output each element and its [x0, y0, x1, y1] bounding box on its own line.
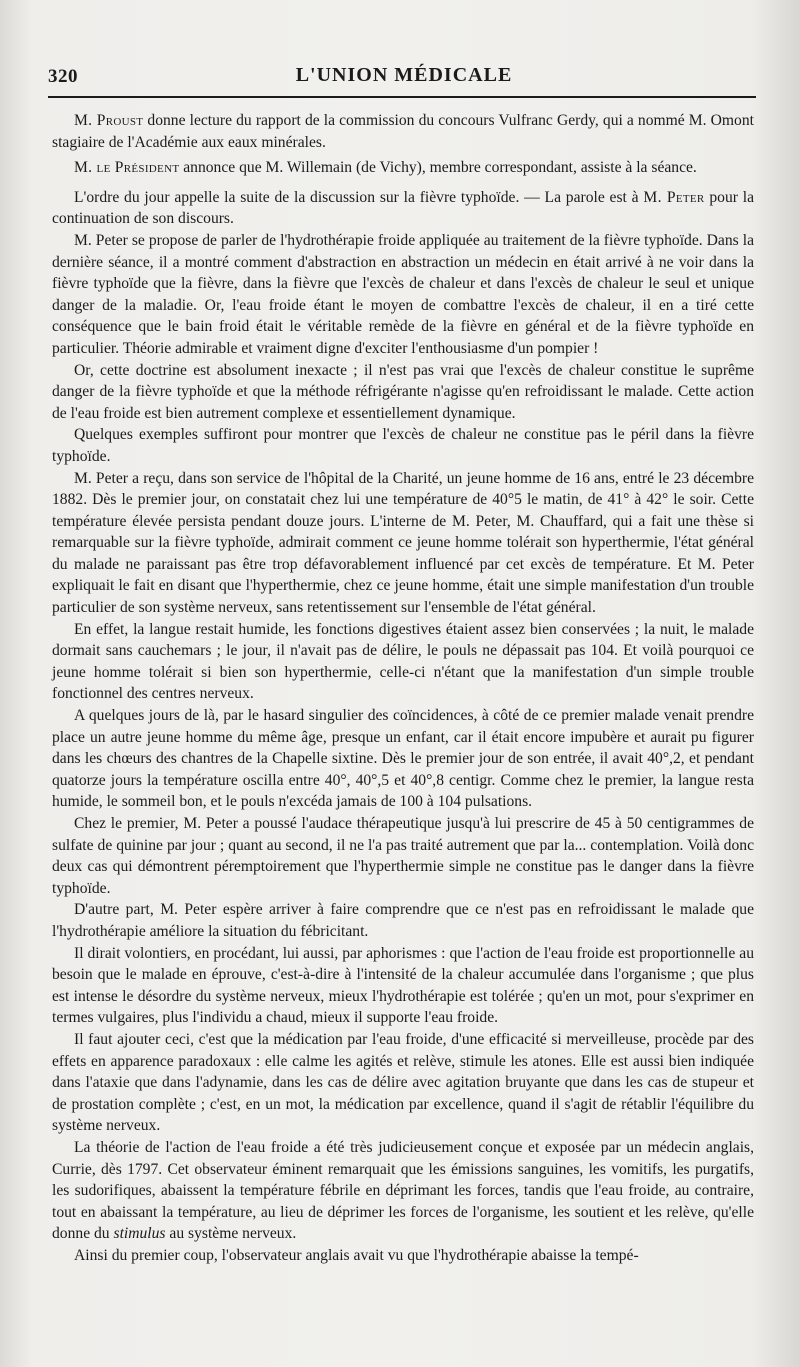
paragraph-lead: L'ordre du jour appelle la suite de la discussion sur la fièvre typhoïde. — La parole est à	[74, 188, 639, 206]
paragraph-text: annonce que M. Willemain (de Vichy), membre correspondant, assiste à la séance.	[183, 159, 697, 177]
paragraph-currie	[52, 1137, 754, 1245]
paragraph: A quelques jours de là, par le hasard singulier des coïncidences, à côté de ce premier malade venait prendre place un autre jeune homme du même âge, presque un enfant, car il était encore impubère et aurait pu figurer dans les chœurs des chantres de la Chapelle sixtine. Dès le premier jour de son entrée, il avait 40°,2, et pendant quatorze jours la température oscilla entre 40°, 40°,5 et 40°,8 centigr. Comme chez le premier, la langue resta humide, le sommeil bon, et le pouls n'excéda jamais de 100 à 104 pulsations.	[52, 707, 754, 811]
paragraph-president	[52, 157, 754, 179]
paragraph: M. Peter a reçu, dans son service de l'hôpital de la Charité, un jeune homme de 16 ans, entré le 23 décembre 1882. Dès le premier jour, on constatait chez lui une température de 40°5 le matin, de 41° à 42° le soir. Cette température élevée persista pendant douze jours. L'interne de M. Peter, M. Chauffard, qui a fait une thèse si remarquable sur la fièvre typhoïde, admirait comment ce jeune homme tolérait son hyperthermie, l'état général du malade ne paraissant pas être trop défavorablement influencé par cet excès de température. Et M. Peter expliquait le fait en disant que l'hyperthermie, chez ce jeune homme, était une simple manifestation d'un trouble particulier de son système nerveux, sans retentissement sur l'ensemble de l'état général.	[52, 469, 754, 617]
speaker-name: M. le Président	[74, 159, 180, 177]
italic-term: stimulus	[113, 1225, 166, 1243]
paragraph: Il dirait volontiers, en procédant, lui aussi, par aphorismes : que l'action de l'eau froide est proportionnelle au besoin que le malade en éprouve, c'est-à-dire à l'intensité de la chaleur accumulée dans l'organisme ; que plus est intense le désordre du système nerveux, mieux l'hydrothérapie est tolérée ; qu'en un mot, pour s'exprimer en termes vulgaires, plus l'individu a chaud, mieux il supporte l'eau froide.	[52, 944, 754, 1027]
paragraph: Or, cette doctrine est absolument inexacte ; il n'est pas vrai que l'excès de chaleur constitue le suprême danger de la fièvre typhoïde et que la méthode réfrigérante n'agisse qu'en refroidissant le malade. Cette action de l'eau froide est bien autrement complexe et essentiellement dynamique.	[52, 361, 754, 422]
paragraph: Quelques exemples suffiront pour montrer que l'excès de chaleur ne constitue pas le péril dans la fièvre typhoïde.	[52, 426, 754, 465]
paragraph-text: pour la continuation de son discours.	[52, 188, 754, 228]
paragraph-text: au système nerveux.	[169, 1225, 297, 1243]
header-rule	[48, 96, 756, 98]
page-header	[48, 58, 760, 92]
speaker-name: M. Proust	[74, 112, 144, 129]
article-body	[52, 110, 754, 1266]
paragraph: M. Peter se propose de parler de l'hydrothérapie froide appliquée au traitement de la fièvre typhoïde. Dans la dernière séance, il a montré comment d'abstraction en abstraction un médecin en était arrivé à ne voir dans la fièvre typhoïde que la fièvre, dans la fièvre que l'excès de chaleur et dans l'excès de chaleur le seul et unique danger de la maladie. Or, l'eau froide étant le moyen de combattre l'excès de chaleur, il en a tiré cette conséquence que le bain froid était le véritable remède de la fièvre en général et de la fièvre typhoïde en particulier. Théorie admirable et vraiment digne d'exciter l'enthousiasme d'un pompier !	[52, 231, 754, 357]
paragraph-text: donne lecture du rapport de la commission du concours Vulfranc Gerdy, qui a nommé M. Omont stagiaire de l'Académie aux eaux minérales.	[52, 112, 754, 151]
page-number: 320	[48, 66, 78, 87]
running-title: L'UNION MÉDICALE	[295, 64, 513, 86]
paragraph-proust	[52, 110, 754, 153]
paragraph: Chez le premier, M. Peter a poussé l'audace thérapeutique jusqu'à lui prescrire de 45 à 50 centigrammes de sulfate de quinine par jour ; quant au second, il ne l'a pas traité autrement que par la... contemplation. Voilà donc deux cas qui démontrent péremptoirement que l'hyperthermie simple ne constitue pas le danger dans la fièvre typhoïde.	[52, 815, 754, 897]
paragraph-text: La théorie de l'action de l'eau froide a été très judicieusement conçue et exposée par un médecin anglais, Currie, dès 1797. Cet observateur éminent remarquait que les émissions sanguines, les vomitifs, les purgatifs, les sudorifiques, abaissent la température fébrile en déprimant les forces, tandis que l'eau froide, au contraire, tout en abaissant la température, au lieu de déprimer les forces de l'organisme, les soutient et les relève, qu'elle donne du	[52, 1138, 754, 1243]
paragraph-order-of-day	[52, 187, 754, 230]
paragraph: Il faut ajouter ceci, c'est que la médication par l'eau froide, d'une efficacité si merveilleuse, procède par des effets en apparence paradoxaux : elle calme les agités et relève, stimule les atones. Elle est aussi bien indiquée dans l'ataxie que dans l'adynamie, dans les cas de délire avec agitation bruyante que dans les cas de stupeur et de prostation complète ; c'est, en un mot, la médication par excellence, quand il s'agit de rétablir l'équilibre du système nerveux.	[52, 1030, 754, 1135]
speaker-name: M. Peter	[643, 188, 705, 206]
paragraph: En effet, la langue restait humide, les fonctions digestives étaient assez bien conservées ; la nuit, le malade dormait sans cauchemars ; le jour, il n'avait pas de délire, le pouls ne dépassait pas 104. Et voilà pourquoi ce jeune homme tolérait si bien son hyperthermie, celle-ci n'étant que la manifestation d'un simple trouble fonctionnel des centres nerveux.	[52, 620, 754, 703]
paragraph-continued: Ainsi du premier coup, l'observateur anglais avait vu que l'hydrothérapie abaisse la tempé-	[74, 1246, 639, 1264]
paragraph: D'autre part, M. Peter espère arriver à faire comprendre que ce n'est pas en refroidissant le malade que l'hydrothérapie améliore la situation du fébricitant.	[52, 901, 754, 940]
